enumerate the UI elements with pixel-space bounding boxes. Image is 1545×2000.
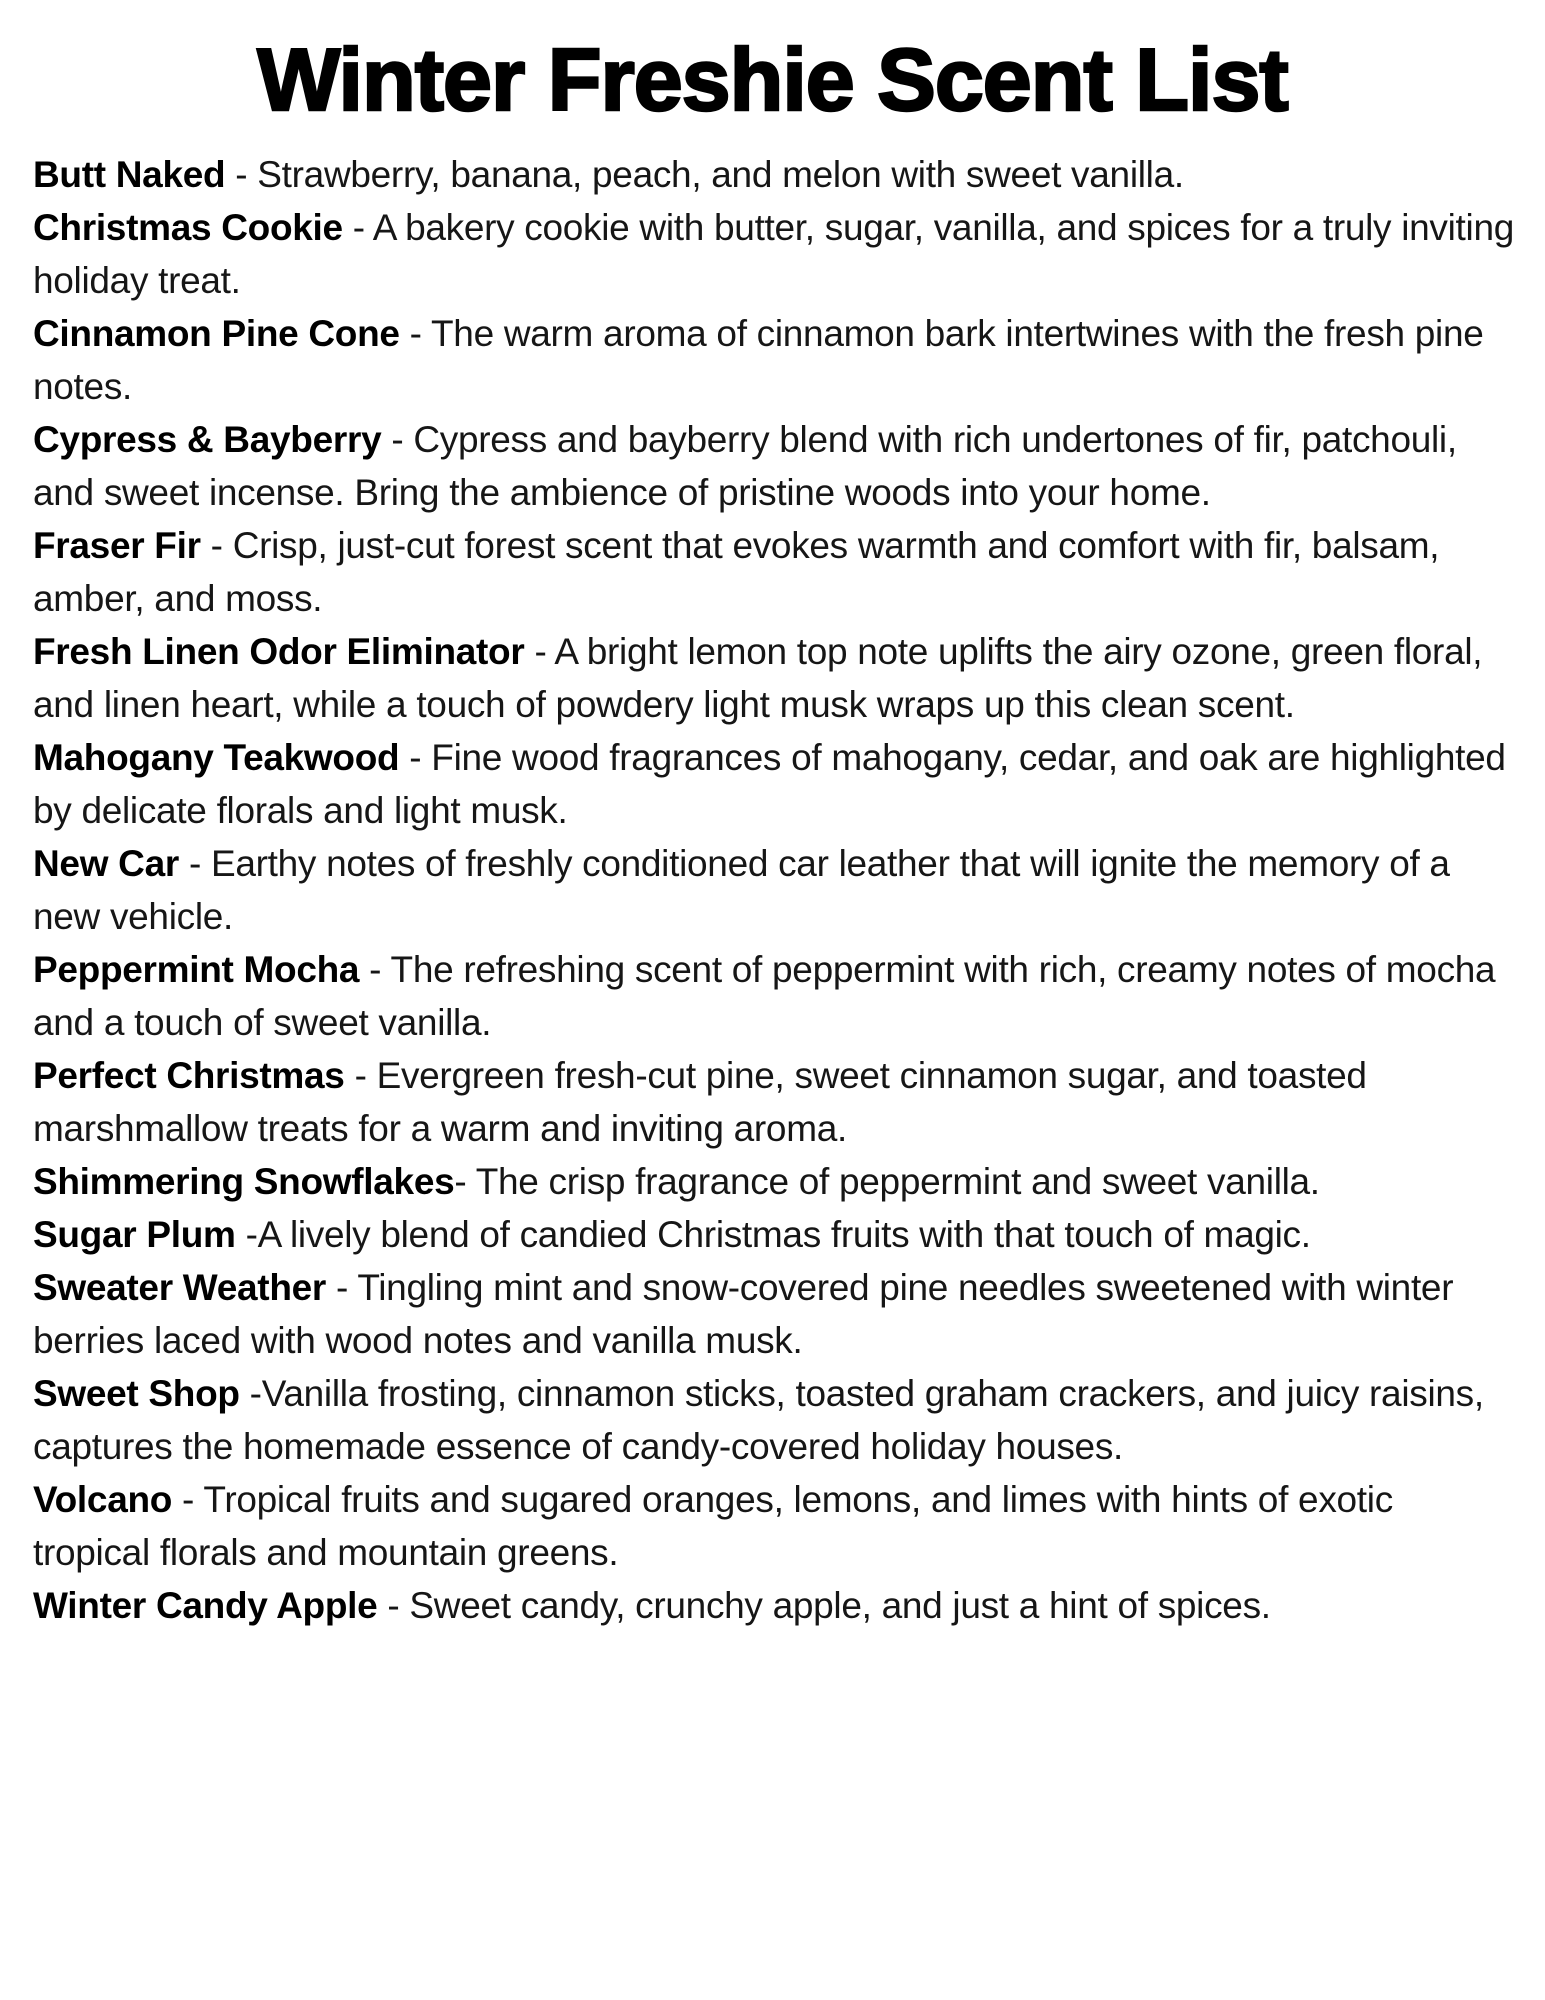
scent-name: Sweater Weather bbox=[33, 1267, 326, 1309]
scent-description: Earthy notes of freshly conditioned car leather that will ignite the memory of a new vehicle. bbox=[33, 843, 1460, 938]
scent-separator: - bbox=[399, 313, 431, 355]
scent-name: Sugar Plum bbox=[33, 1214, 236, 1256]
scent-entry bbox=[33, 1579, 1517, 1632]
scent-name: Cinnamon Pine Cone bbox=[33, 313, 400, 355]
scent-entry bbox=[33, 1367, 1517, 1473]
scent-separator: - bbox=[200, 525, 233, 567]
scent-separator: - bbox=[225, 154, 258, 196]
scent-name: Christmas Cookie bbox=[33, 207, 343, 249]
scent-separator: - bbox=[326, 1267, 358, 1309]
scent-description: Tropical fruits and sugared oranges, lemons, and limes with hints of exotic tropical florals and mountain greens. bbox=[33, 1479, 1403, 1574]
scent-description: A bakery cookie with butter, sugar, vanilla, and spices for a truly inviting holiday treat. bbox=[33, 207, 1524, 302]
scent-entry bbox=[33, 1155, 1517, 1208]
scent-entry bbox=[33, 413, 1517, 519]
scent-entry bbox=[33, 731, 1517, 837]
scent-description: Evergreen fresh-cut pine, sweet cinnamon sugar, and toasted marshmallow treats for a warm and inviting aroma. bbox=[33, 1055, 1377, 1150]
scent-description: Tingling mint and snow-covered pine needles sweetened with winter berries laced with wood notes and vanilla musk. bbox=[33, 1267, 1464, 1362]
scent-name: Shimmering Snowflakes bbox=[33, 1161, 455, 1203]
scent-description: The refreshing scent of peppermint with rich, creamy notes of mocha and a touch of sweet vanilla. bbox=[33, 949, 1506, 1044]
scent-separator: - bbox=[359, 949, 391, 991]
page-title: Winter Freshie Scent List bbox=[257, 30, 1288, 129]
scent-name: Peppermint Mocha bbox=[33, 949, 360, 991]
scent-separator: - bbox=[344, 1055, 377, 1097]
scent-separator: - bbox=[399, 737, 432, 779]
scent-entry bbox=[33, 519, 1517, 625]
scent-name: New Car bbox=[33, 843, 179, 885]
scent-entry bbox=[33, 1208, 1517, 1261]
scent-description: A lively blend of candied Christmas fruits with that touch of magic. bbox=[257, 1214, 1311, 1256]
scent-entry bbox=[33, 201, 1524, 307]
scent-entry bbox=[33, 1261, 1517, 1367]
scent-description: Sweet candy, crunchy apple, and just a hint of spices. bbox=[409, 1585, 1271, 1627]
scent-name: Butt Naked bbox=[33, 154, 226, 196]
scent-name: Fresh Linen Odor Eliminator bbox=[33, 631, 525, 673]
scent-entry bbox=[33, 837, 1517, 943]
scent-separator: - bbox=[342, 207, 373, 249]
scent-name: Sweet Shop bbox=[33, 1373, 240, 1415]
scent-name: Mahogany Teakwood bbox=[33, 737, 400, 779]
scent-separator: - bbox=[235, 1214, 258, 1256]
scent-description: Cypress and bayberry blend with rich undertones of fir, patchouli, and sweet incense. Bring the ambience of pristine woods into your home. bbox=[33, 419, 1467, 514]
scent-entry bbox=[33, 943, 1517, 1049]
scent-separator: - bbox=[239, 1373, 262, 1415]
scent-entry bbox=[33, 1473, 1517, 1579]
scent-description: Fine wood fragrances of mahogany, cedar, and oak are highlighted by delicate florals and light musk. bbox=[33, 737, 1516, 832]
scent-description: The warm aroma of cinnamon bark intertwines with the fresh pine notes. bbox=[33, 313, 1494, 408]
scent-separator: - bbox=[524, 631, 555, 673]
scent-separator: - bbox=[377, 1585, 410, 1627]
scent-list bbox=[0, 148, 1545, 1632]
scent-separator: - bbox=[172, 1479, 204, 1521]
scent-entry bbox=[33, 148, 1517, 201]
scent-entry bbox=[33, 307, 1517, 413]
scent-name: Perfect Christmas bbox=[33, 1055, 345, 1097]
scent-entry bbox=[33, 1049, 1517, 1155]
scent-description: The crisp fragrance of peppermint and sweet vanilla. bbox=[475, 1161, 1320, 1203]
scent-description: A bright lemon top note uplifts the airy ozone, green floral, and linen heart, while a touch of powdery light musk wraps up this clean scent. bbox=[33, 631, 1493, 726]
scent-name: Fraser Fir bbox=[33, 525, 201, 567]
scent-description: Crisp, just-cut forest scent that evokes warmth and comfort with fir, balsam, amber, and moss. bbox=[33, 525, 1450, 620]
scent-name: Winter Candy Apple bbox=[33, 1585, 378, 1627]
scent-separator: - bbox=[178, 843, 211, 885]
scent-name: Cypress & Bayberry bbox=[33, 419, 382, 461]
scent-description: Strawberry, banana, peach, and melon with sweet vanilla. bbox=[257, 154, 1184, 196]
scent-description: Vanilla frosting, cinnamon sticks, toasted graham crackers, and juicy raisins, captures the homemade essence of candy-covered holiday houses. bbox=[33, 1373, 1494, 1468]
scent-name: Volcano bbox=[33, 1479, 173, 1521]
scent-separator: - bbox=[381, 419, 414, 461]
scent-separator: - bbox=[454, 1161, 476, 1203]
scent-entry bbox=[33, 625, 1517, 731]
